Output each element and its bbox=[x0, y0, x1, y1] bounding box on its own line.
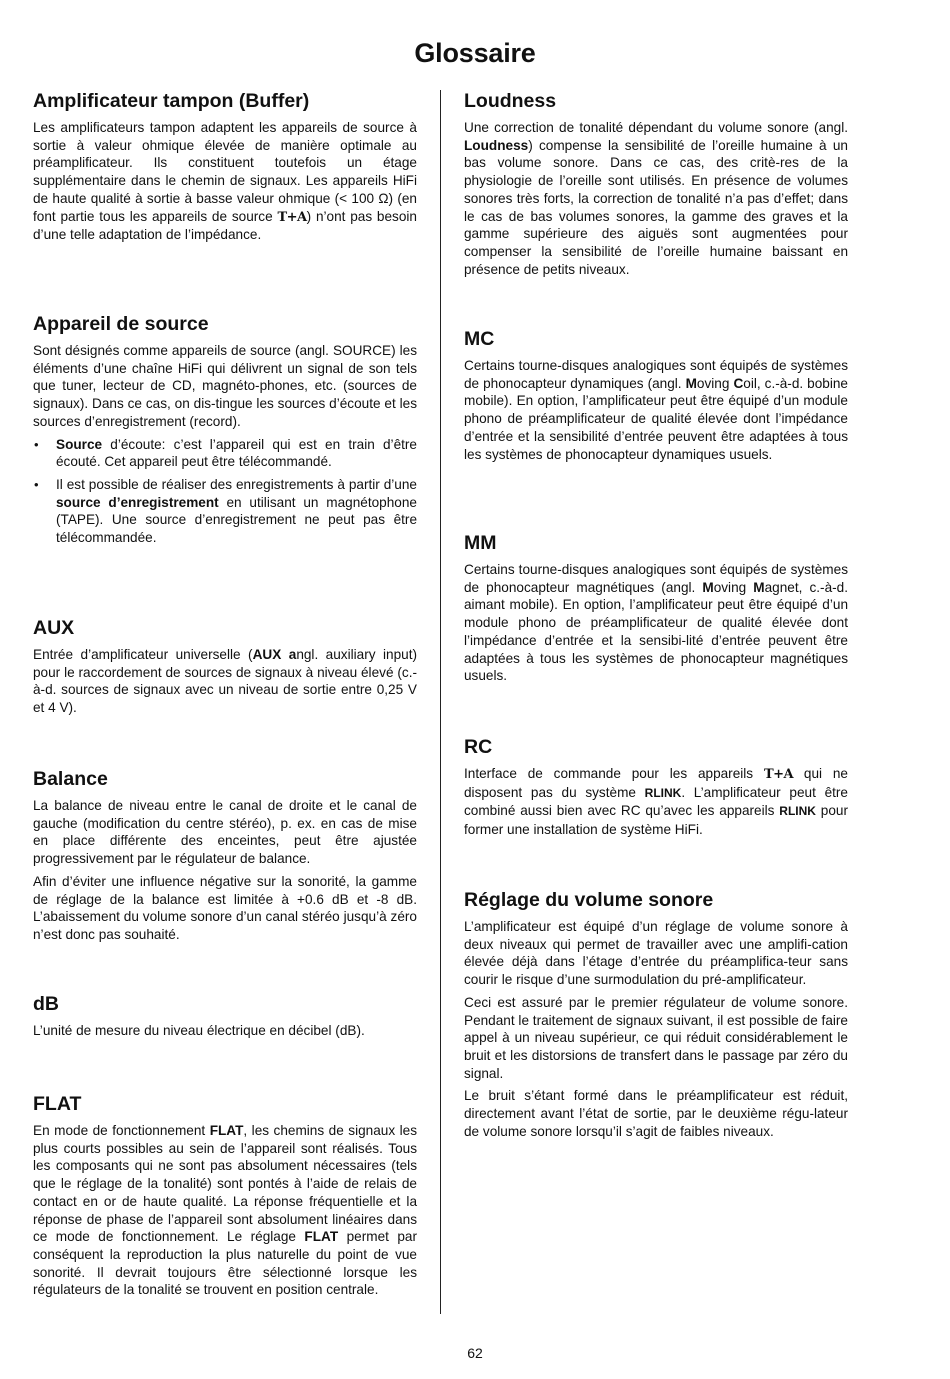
entry-text: Afin d’éviter une influence négative sur la sonorité, la gamme de réglage de la balance est limitée à +0.6 dB et -8 dB. L’abaissement du volume sonore d’un canal stéréo jusqu’à zéro n’est donc pas souhaité. bbox=[33, 873, 417, 942]
rlink-logo: RLINK bbox=[779, 804, 816, 819]
entry-text: Ceci est assuré par le premier régulateur de volume sonore. Pendant le traitement de signaux suivant, il est possible de faire appel à un niveau supérieur, ce qui réduit considérablement le bruit et les distorsions de transfert dans le passage par zéro du signal. bbox=[464, 994, 848, 1081]
entry-title: Appareil de source bbox=[33, 313, 209, 335]
entry-text: Une correction de tonalité dépendant du volume sonore (angl. Loudness) compense la sensibilité de l’oreille humaine à un bas volume sonore. Dans ce cas, des critè-res de la physiologie de l’oreille sont utilisés. En présence de volumes sonores très forts, la correction de tonalité n’a pas d’effet; dans le cas de bas volumes sonores, la gamme des graves et la gamme supérieure des aiguës sont augmentées pour compenser la sensibilité de l’oreille humaine baissant en présence de petits niveaux. bbox=[464, 120, 848, 277]
entry-text: En mode de fonctionnement FLAT, les chemins de signaux les plus courts possibles au sein de l’appareil sont réalisés. Tous les composants qui ne sont pas absolument nécessaires (tels que le réglage de la tonalité) sont pontés à l’aide de relais de contact en or de haute qualité. La réponse fréquentielle et la réponse de phase de l’appareil sont absolument linéaires dans ce mode de fonctionnement. Le réglage FLAT permet par conséquent la reproduction la plus naturelle du point de vue sonorité. Il devrait toujours être sélectionné lorsque les régulateurs de la tonalité se trouvent en position centrale. bbox=[33, 1123, 418, 1298]
page-number: 62 bbox=[467, 1345, 483, 1361]
entry-title: RC bbox=[464, 736, 493, 758]
entry-balance bbox=[33, 766, 417, 949]
entry-text: Certains tourne-disques analogiques sont équipés de systèmes de phonocapteur magnétiques (angl. Moving Magnet, c.-à-d. aimant mobile). En option, l’amplificateur peut être équipé d’un module phono de préamplificateur de qualité élevée dont l’impédance d’entrée et la sensibi-lité d’entrée peuvent être adaptées à tous les systèmes de phonocapteur magnétiques usuels. bbox=[464, 562, 848, 684]
entry-title: Réglage du volume sonore bbox=[464, 889, 714, 911]
entry-mc bbox=[464, 326, 848, 468]
column-divider bbox=[440, 90, 441, 1314]
page-title: Glossaire bbox=[414, 38, 536, 68]
entry-title: Balance bbox=[33, 768, 108, 790]
entry-title: AUX bbox=[33, 617, 75, 639]
entry-title: Amplificateur tampon (Buffer) bbox=[33, 90, 310, 112]
entry-title: Loudness bbox=[464, 90, 557, 112]
entry-loudness bbox=[464, 88, 848, 283]
bullet-list bbox=[33, 436, 417, 547]
entry-text: Le bruit s’étant formé dans le préamplificateur est réduit, directement avant l’état de sortie, par le deuxième régu-lateur de volume sonore lorsqu’il s’agit de faibles niveaux. bbox=[464, 1088, 848, 1139]
brand-logo: T+A bbox=[763, 767, 794, 782]
rlink-logo: RLINK bbox=[644, 785, 682, 800]
entry-title: FLAT bbox=[33, 1093, 82, 1115]
list-item: • Source d’écoute: c’est l’appareil qui est en train d’être écouté. Cet appareil peut être télécommandé. bbox=[33, 436, 417, 471]
entry-rc bbox=[464, 734, 848, 844]
entry-text: L’amplificateur est équipé d’un réglage de volume sonore à deux niveaux qui permet de travailler avec une amplifi-cation élevée déjà dans l’étage d’entrée du préamplifica-teur sans courir le risque d’une surmodulation du pré-amplificateur. bbox=[464, 919, 848, 988]
entry-title: MM bbox=[464, 532, 497, 554]
entry-text: L’unité de mesure du niveau électrique en décibel (dB). bbox=[33, 1023, 365, 1038]
entry-text: Certains tourne-disques analogiques sont équipés de systèmes de phonocapteur dynamiques (angl. Moving Coil, c.-à-d. bobine mobile). En option, l’amplificateur peut être équipé d’un module phono de préamplificateur de qualité élevée dont l’impédance d’entrée et la sensibilité d’entrée peuvent être adaptées à tous les systèmes de phonocapteur dynamiques usuels. bbox=[464, 358, 848, 462]
entry-volume bbox=[464, 887, 848, 1145]
entry-aux bbox=[33, 615, 417, 722]
entry-text: Sont désignés comme appareils de source (angl. SOURCE) les éléments d’une chaîne HiFi qui délivrent un signal de son tels que tuner, lecteur de CD, magnéto-phones, etc. (sources de signaux). Dans ce cas, on dis-tingue les sources d’écoute et les sources d’enregistrement (record). bbox=[33, 343, 417, 429]
entry-flat bbox=[33, 1091, 417, 1304]
entry-mm bbox=[464, 530, 848, 690]
brand-logo: T+A bbox=[277, 209, 307, 225]
list-item: • Il est possible de réaliser des enregistrements à partir d’une source d’enregistrement en utilisant un magnétophone (TAPE). Une source d’enregistrement ne peut pas être télécommandée. bbox=[33, 476, 417, 547]
entry-text: Interface de commande pour les appareils T+A qui ne disposent pas du système RLINK. L’amplificateur peut être combiné aussi bien avec RC qu’avec les appareils RLINK pour former une installation de système HiFi. bbox=[464, 766, 848, 838]
entry-text: La balance de niveau entre le canal de droite et le canal de gauche (modification du centre stéréo), p. ex. en cas de mise en place différente des enceintes, peut être ajustée progressivement par le régulateur de balance. bbox=[33, 798, 417, 867]
entry-buffer bbox=[33, 88, 417, 249]
entry-source bbox=[33, 311, 417, 552]
entry-text: Entrée d’amplificateur universelle (AUX angl. auxiliary input) pour le raccordement de sources de signaux à niveau élevé (c.-à-d. sources de signaux avec un niveau de sortie entre 0,25 V et 4 V). bbox=[33, 647, 418, 716]
entry-db bbox=[33, 991, 417, 1045]
entry-text: Les amplificateurs tampon adaptent les appareils de source à sortie à valeur ohmique élevée de manière optimale au préamplificateur. Ils constituent toutefois un étage supplémentaire dans le chemin de signaux. Les appareils HiFi de haute qualité à sortie à basse valeur ohmique (< 100 Ω) (en font partie tous les appareils de source T+A) n’ont pas besoin d’une telle adaptation de l’impédance. bbox=[33, 120, 417, 243]
entry-title: MC bbox=[464, 328, 495, 350]
entry-title: dB bbox=[33, 993, 59, 1015]
